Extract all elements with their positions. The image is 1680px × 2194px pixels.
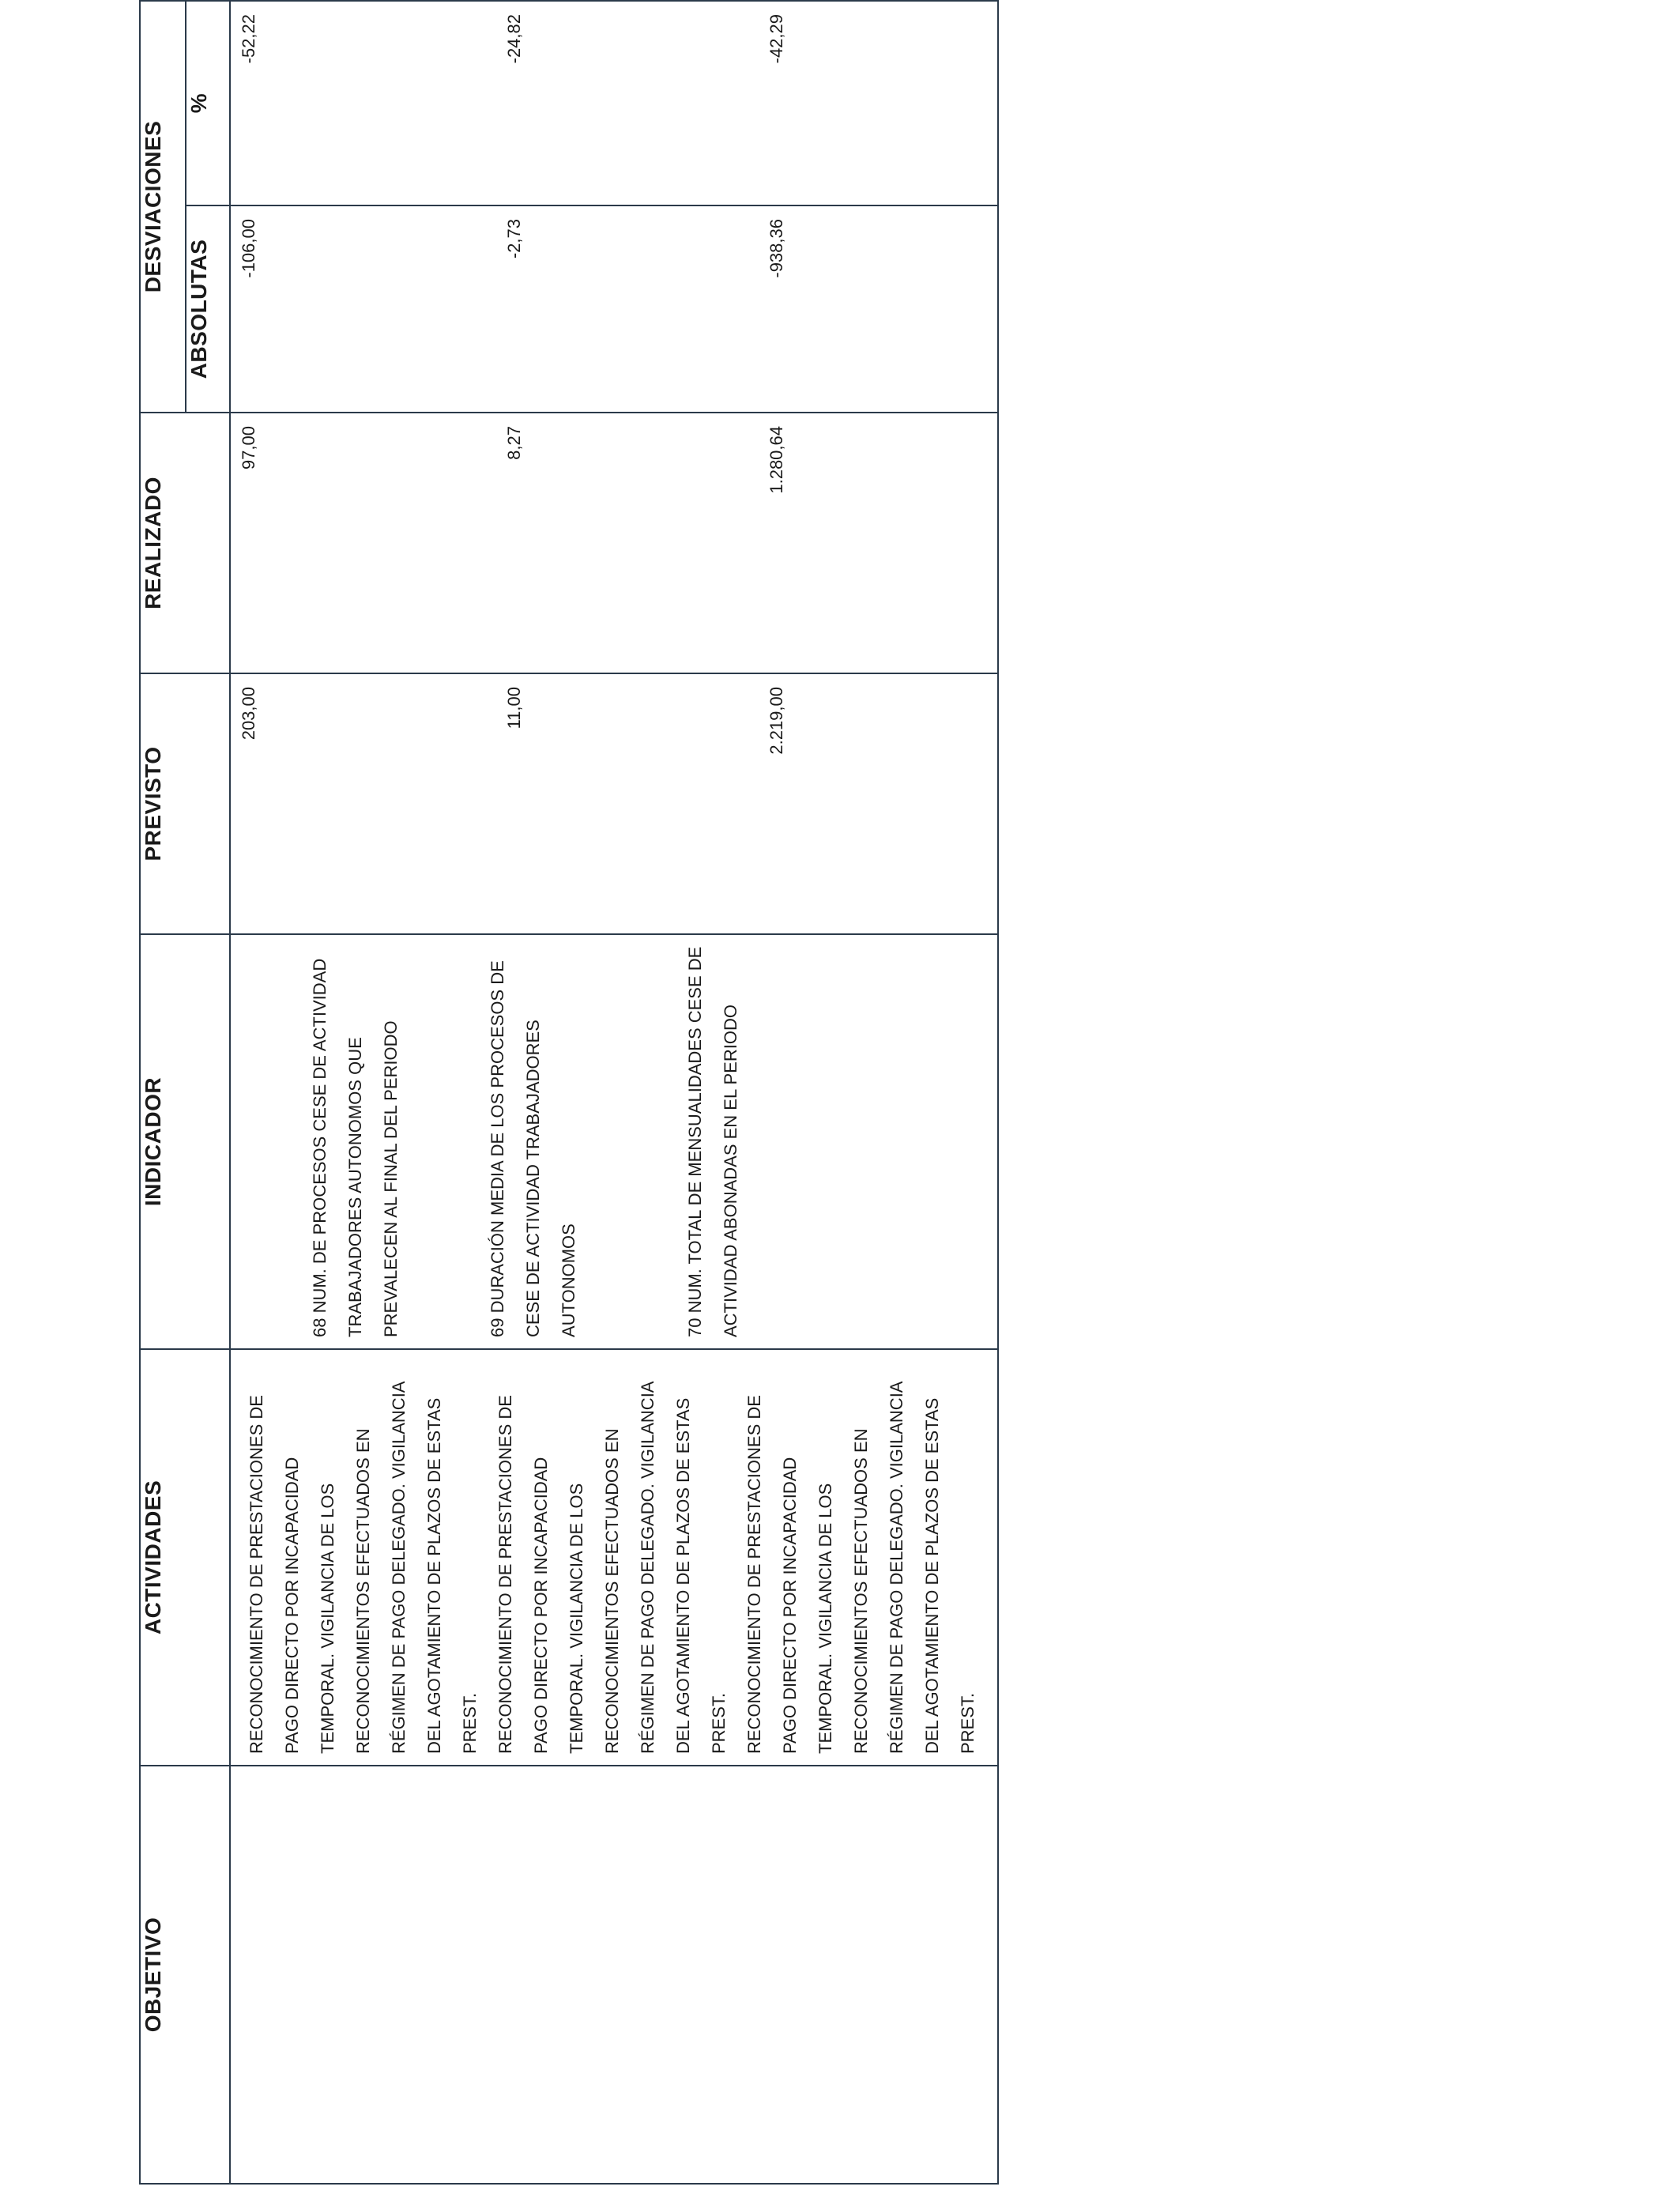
previsto-70: 2.219,00 [767, 687, 786, 755]
absolutas-68: -106,00 [239, 219, 258, 278]
absolutas-70: -938,36 [767, 219, 786, 278]
indicator-table [139, 0, 999, 2185]
pct-70: -42,29 [767, 13, 786, 64]
objetivo-cell [230, 1766, 998, 2184]
pct-69: -24,82 [504, 13, 524, 64]
realizado-69: 8,27 [504, 426, 524, 460]
absolutas-69: -2,73 [504, 219, 524, 259]
absolutas-cell [230, 205, 998, 413]
realizado-70: 1.280,64 [767, 426, 786, 494]
indicador-69: 69 DURACIÓN MEDIA DE LOS PROCESOS DE CESE DE ACTIVIDAD TRABAJADORES AUTONOMOS [488, 960, 578, 1337]
header-objetivo: OBJETIVO [140, 1766, 230, 2184]
pct-68: -52,22 [239, 13, 258, 64]
realizado-cell [230, 413, 998, 673]
indicador-68: 68 NUM. DE PROCESOS CESE DE ACTIVIDAD TRABAJADORES AUTONOMOS QUE PREVALECEN AL FINAL DEL PERIODO [310, 958, 401, 1337]
header-desviaciones: DESVIACIONES [140, 1, 186, 413]
header-actividades: ACTIVIDADES [140, 1349, 230, 1766]
previsto-cell [230, 673, 998, 934]
header-pct: % [186, 1, 230, 205]
indicador-cell [230, 934, 998, 1349]
header-indicador: INDICADOR [140, 934, 230, 1349]
header-row [140, 1, 186, 2184]
actividad-2: RECONOCIMIENTO DE PRESTACIONES DE PAGO DIRECTO POR INCAPACIDAD TEMPORAL. VIGILANCIA DE LOS RECONOCIMIENTOS EFECTUADOS EN RÉGIMEN DE PAGO DELEGADO. VIGILANCIA DEL AGOTAMIENTO DE PLAZOS DE ESTAS PREST. [495, 1382, 729, 1754]
objetivo-text [231, 1766, 237, 2183]
previsto-68: 203,00 [239, 687, 258, 741]
rotated-report-page [139, 0, 1000, 2189]
actividad-1: RECONOCIMIENTO DE PRESTACIONES DE PAGO DIRECTO POR INCAPACIDAD TEMPORAL. VIGILANCIA DE LOS RECONOCIMIENTOS EFECTUADOS EN RÉGIMEN DE PAGO DELEGADO. VIGILANCIA DEL AGOTAMIENTO DE PLAZOS DE ESTAS PREST. [247, 1382, 480, 1754]
actividad-3: RECONOCIMIENTO DE PRESTACIONES DE PAGO DIRECTO POR INCAPACIDAD TEMPORAL. VIGILANCIA DE LOS RECONOCIMIENTOS EFECTUADOS EN RÉGIMEN DE PAGO DELEGADO. VIGILANCIA DEL AGOTAMIENTO DE PLAZOS DE ESTAS PREST. [744, 1382, 977, 1754]
pct-cell [230, 1, 998, 205]
table-row [230, 1, 998, 2184]
previsto-69: 11,00 [504, 687, 524, 729]
header-absolutas: ABSOLUTAS [186, 205, 230, 413]
actividades-cell [230, 1349, 998, 1766]
header-realizado: REALIZADO [140, 413, 230, 673]
header-previsto: PREVISTO [140, 673, 230, 934]
realizado-68: 97,00 [239, 426, 258, 470]
indicador-70: 70 NUM. TOTAL DE MENSUALIDADES CESE DE ACTIVIDAD ABONADAS EN EL PERIODO [685, 946, 740, 1337]
